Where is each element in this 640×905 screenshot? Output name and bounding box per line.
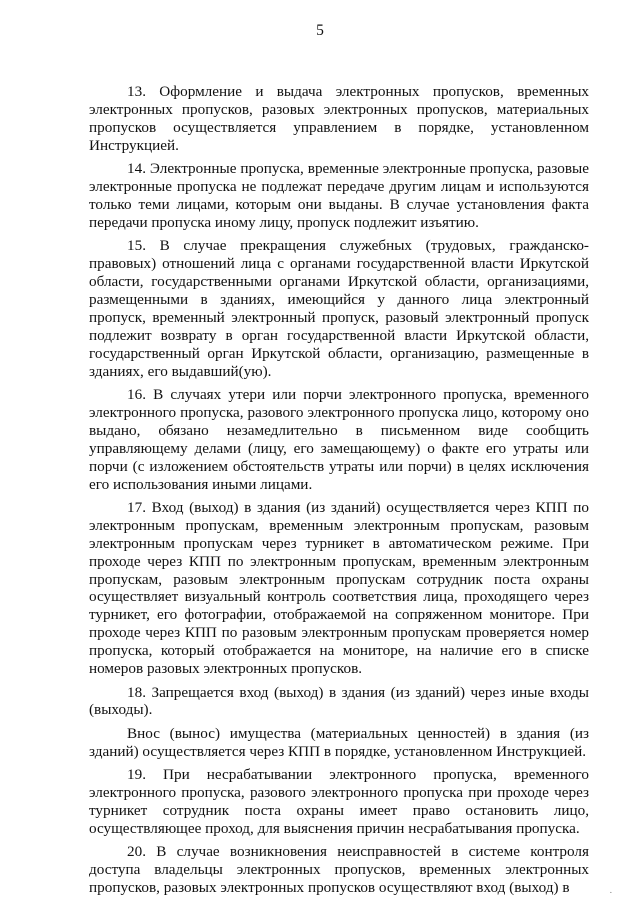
paragraph-18: 18. Запрещается вход (выход) в здания (из зданий) через иные входы (выходы). xyxy=(89,683,589,719)
paragraph-19: 19. При несрабатывании электронного пропуска, временного электронного пропуска, разового электронного пропуска при проходе через турникет сотрудник поста охраны имеет право остановить лицо, осуществляющее проход, для выяснения причин несрабатывания пропуска. xyxy=(89,766,589,837)
paragraph-20: 20. В случае возникновения неисправностей в системе контроля доступа владельцы электронных пропусков, временных электронных пропусков, разовых электронных пропусков осуществляют вход (выход) в xyxy=(89,843,589,897)
paragraph-17: 17. Вход (выход) в здания (из зданий) осуществляется через КПП по электронным пропускам, временным электронным пропускам, разовым электронным пропускам через турникет в автоматическом режиме. При проходе через КПП по электронным пропускам, временным электронным пропускам, разовым электронным пропускам сотрудник поста охраны осуществляет визуальный контроль соответствия лица, проходящего через турникет, его фотографии, отображаемой на сопряженном мониторе. При проходе через КПП по разовым электронным пропускам проверяется номер пропуска, который отображается на мониторе, на наличие его в списке номеров разовых электронных пропусков. xyxy=(89,498,589,678)
corner-mark: . xyxy=(609,885,612,895)
paragraph-18-continued: Внос (вынос) имущества (материальных ценностей) в здания (из зданий) осуществляется через КПП в порядке, установленном Инструкцией. xyxy=(89,724,589,760)
document-body xyxy=(89,83,589,902)
paragraph-13: 13. Оформление и выдача электронных пропусков, временных электронных пропусков, разовых электронных пропусков, материальных пропусков осуществляется управлением в порядке, установленном Инструкцией. xyxy=(89,83,589,154)
paragraph-14: 14. Электронные пропуска, временные электронные пропуска, разовые электронные пропуска не подлежат передаче другим лицам и используются только теми лицами, которым они выданы. В случае установления факта передачи пропуска иному лицу, пропуск подлежит изъятию. xyxy=(89,160,589,231)
paragraph-16: 16. В случаях утери или порчи электронного пропуска, временного электронного пропуска, разового электронного пропуска лицо, которому оно выдано, обязано незамедлительно в письменном виде сообщить управляющему делами (лицу, его замещающему) о факте его утраты или порчи (с изложением обстоятельств утраты или порчи) в целях исключения его использования иными лицами. xyxy=(89,386,589,493)
page-number: 5 xyxy=(316,22,324,39)
paragraph-15: 15. В случае прекращения служебных (трудовых, гражданско-правовых) отношений лица с органами государственной власти Иркутской области, государственными органами Иркутской области, организациями, размещенными в зданиях, имеющийся у данного лица электронный пропуск, временный электронный пропуск, разовый электронный пропуск подлежит возврату в орган государственной власти Иркутской области, государственный орган Иркутской области, организацию, размещенные в зданиях, его выдавший(ую). xyxy=(89,237,589,380)
